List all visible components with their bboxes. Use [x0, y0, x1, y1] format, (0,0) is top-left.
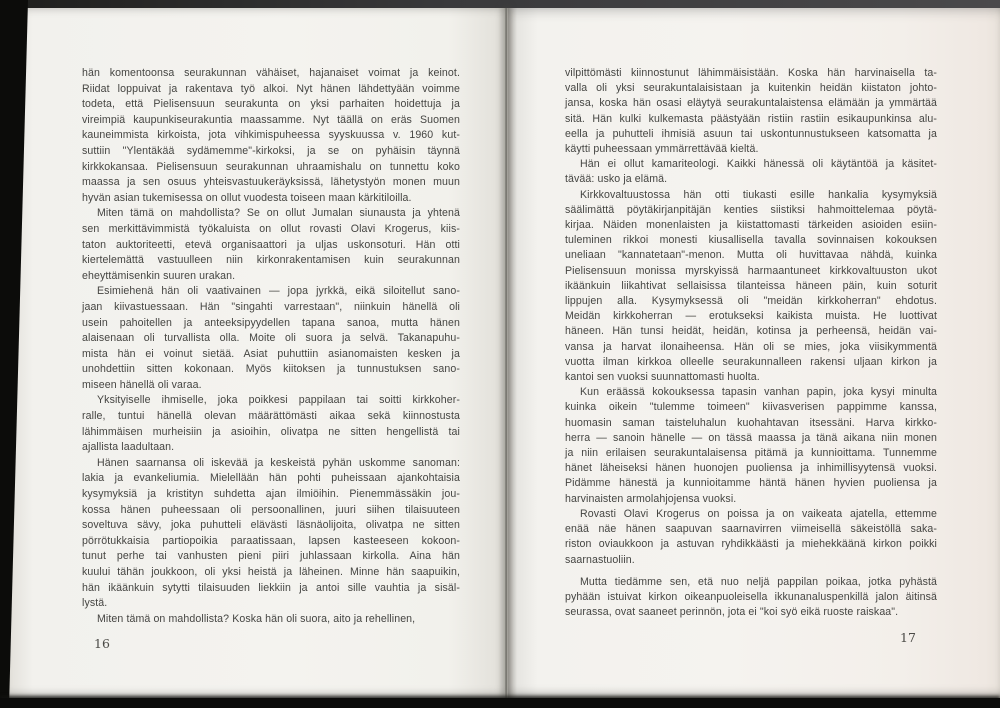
text-line: kantoi sen vuoksi suunnattomasti huolta.	[565, 371, 760, 384]
text-line: usein pahoitellen ja anteeksipyydellen tapana sanoa, mutta hänen	[82, 316, 460, 329]
left-page-number: 16	[94, 636, 110, 651]
text-line: vireimpiä kaupunkiseurakuntia maassamme. Nyt täällä on eräs Suomen	[82, 113, 460, 126]
text-line: kirkkokansaa. Pielisensuun seurakunnan uhraamishalu on tunnettu koko	[82, 160, 460, 173]
right-page	[508, 8, 1000, 698]
text-line: vilpittömästi kiinnostunut lähimmäisistään. Koska hän harvinaisella ta-	[565, 67, 937, 79]
text-line: vuotta ilman kirkkoa olleelle seurakunnalleen rakensi uljaan kirkon ja	[565, 355, 937, 368]
text-line: taton auktoriteetti, etevä organisaattori ja uljas uskonsoturi. Hän otti	[82, 238, 460, 251]
text-line: eheyttämisenkin suuren urakan.	[82, 269, 236, 282]
text-line: Kirkkovaltuustossa hän otti tiukasti esille hankalia kysymyksiä	[580, 188, 937, 201]
text-line: Miten tämä on mahdollista? Se on ollut Jumalan siunausta ja yhtenä	[97, 207, 460, 220]
text-line: Meidän kirkkoherran — erotukseksi kaikista muista. He luottivat	[565, 310, 937, 323]
text-line: jansa, koska hän osasi eläytyä seurakuntalaistensa elämään ja ymmärtää	[565, 97, 937, 110]
text-line: valla oli yksi seurakuntalaisistaan ja kuitenkin heidän kiistaton johto-	[565, 82, 937, 95]
text-line: Yksityiselle ihmiselle, joka poikkesi pappilaan tai soitti kirkkoher-	[97, 394, 460, 407]
text-line: jaan kiivastuessaan. Hän "singahti varrestaan", niinkuin hänellä oli	[82, 300, 460, 313]
text-line: säälimättä pöytäkirjanpitäjän kenties siistiksi hahmoittelemaa pöytä-	[565, 203, 937, 216]
text-line: kirjaa. Näiden monenlaisten ja kiistattomasti tärkeiden asioiden esiin-	[565, 219, 937, 232]
text-line: Hänen saarnansa oli iskevää ja keskeistä pyhän uskomme sanoman:	[97, 456, 460, 469]
right-page-text-block	[565, 66, 937, 620]
text-line: hänet läheiseksi hänen huonojen puoliensa ja inhimillisyytensä vuoksi.	[565, 462, 937, 475]
text-line: ja niin erilaisen seurakuntalaisensa pitämä ja kunnioittama. Tunnemme	[565, 447, 937, 460]
text-line: pyhään istuivat kirkon oikeanpuoleisella ikkunanaluspenkillä jalon äitinsä	[565, 590, 937, 603]
text-line: hyvän asian tukemisessa on ollut vuodesta toiseen maan kärkitiloilla.	[82, 191, 412, 204]
text-line: seurassa, ovat saaneet perinnön, jota ei "koi syö eikä ruoste raiskaa".	[565, 606, 899, 619]
text-line: ralle, tuntui hänellä olevan määrättömästi aikaa sekä kiinnostusta	[82, 410, 460, 423]
book-spine-gutter	[504, 8, 508, 698]
right-page-number: 17	[900, 630, 916, 645]
text-line: eella ja puhutteli ihmisiä asuun tai uskontunnustukseen katsomatta ja	[565, 127, 937, 140]
text-line: ajallista laadultaan.	[82, 441, 175, 454]
paragraph	[565, 66, 937, 157]
book-top-edge-shadow	[0, 0, 1000, 8]
text-line: kossa hänen puheessaan oli persoonallinen, juuri siihen tilaisuuteen	[82, 503, 460, 516]
text-line: riston oviaukkoon ja astuvan ryhdikkäästi ja miehekkäänä kirkon poikki	[565, 538, 937, 551]
text-line: kauneimmista kirkoista, jota vihkimispuheessa syyskuussa v. 1960 kut-	[82, 129, 460, 142]
text-line: kiertelemättä vastuulleen niin kirkonrakentamisen kuin seurakunnan	[82, 254, 460, 267]
text-line: lystä.	[82, 597, 108, 610]
paragraph	[82, 284, 460, 393]
text-line: mista hän ei voinut sietää. Asiat puhuttiin asianomaisten kesken ja	[82, 347, 460, 360]
text-line: tävää: usko ja elämä.	[565, 173, 668, 186]
left-page	[8, 8, 508, 698]
left-page-text-block	[82, 66, 460, 627]
text-line: kuului tähän joukkoon, oli yksi heistä ja läheinen. Minne hän saapuikin,	[82, 566, 460, 578]
text-line: kysymyksiä ja kristityn suhdetta ajan ilmiöihin. Pienemmässäkin jou-	[82, 488, 460, 501]
text-line: todeta, että Pielisensuun seurakunta on yksi parhaiten hoidettuja ja	[82, 98, 460, 111]
text-line: Kun eräässä kokouksessa tapasin vanhan papin, joka kysyi minulta	[580, 386, 937, 399]
text-line: miseen hänellä oli varaa.	[82, 378, 202, 391]
paragraph	[565, 188, 937, 386]
text-line: Esimiehenä hän oli vaativainen — jopa jyrkkä, eikä siloitellut sano-	[97, 285, 460, 298]
text-line: lakia ja evankeliumia. Mielellään hän pohti puheissaan ajankohtaisia	[82, 472, 460, 485]
text-line: soveltuva sävy, joka puhutteli elävästi läsnäolijoita, olivatpa ne sitten	[82, 519, 460, 532]
text-line: sen merkittävimmistä työkaluista on ollut rovasti Olavi Krogerus, kiis-	[82, 222, 460, 235]
text-line: maassa ja sen osuus yhteisvastuukeräyksissä, lähetystyön monen muun	[82, 176, 460, 189]
text-line: vansa ja harvat ilonaiheensa. Hän oli se mies, joka viisikymmentä	[565, 340, 937, 353]
text-line: Rovasti Olavi Krogerus on poissa ja on vaikeata ajatella, ettemme	[580, 507, 937, 520]
text-line: huomasin saman taisteluhalun kuohahtavan itsessäni. Harva kirkko-	[565, 416, 937, 429]
text-line: Mutta tiedämme sen, etä nuo neljä pappilan poikaa, jotka pyhästä	[580, 575, 937, 588]
text-line: alaisenaan oli turvallista olla. Moite oli suora ja selvä. Takanapuhu-	[82, 332, 460, 345]
text-line: Pidämme hänestä ja kunnioitamme häntä hänen hyvien puoliensa ja	[565, 477, 937, 490]
paragraph	[565, 157, 937, 187]
text-line: hän ikäänkuin sytytti tilaisuuden liekkiin ja antoi sille vauhtia ja sisäl-	[82, 581, 460, 594]
text-line: uneliaan "kannatetaan"-menon. Mutta oli huvittavaa nähdä, kuinka	[565, 249, 937, 262]
text-line: lähimmäisen murheisiin ja asioihin, olivatpa ne sitten hengellistä tai	[82, 425, 460, 438]
text-line: enää näe hänen saapuvan saarnavirren viimeisellä säkeistöllä saka-	[565, 523, 937, 536]
paragraph	[82, 393, 460, 455]
text-line: pörrötukkaisia partiopoikia paraatissaan, lapsen kasteeseen kokoon-	[82, 534, 460, 547]
text-line: suttiin "Ylentäkää sydämemme"-kirkoksi, ja se on pyhäisin täynnä	[82, 144, 460, 157]
text-line: tunut perhe tai vanhusten pieni piiri juhlassaan kirkolla. Aina hän	[82, 550, 460, 563]
text-line: hän komentoonsa seurakunnan vähäiset, hajanaiset voimat ja keinot.	[82, 67, 460, 79]
paragraph	[565, 385, 937, 507]
text-line: kuinka oikein "tulemme toimeen" kiivasverisen pappimme kanssa,	[565, 401, 937, 414]
text-line: Pielisensuun monissa myrskyissä harmaantuneet kirkkovaltuuston ukot	[565, 264, 937, 277]
text-line: käytti puheessaan ymmärrettävää kieltä.	[565, 143, 759, 156]
text-line: lippujen alla. Kysymyksessä oli "meidän kirkkoherran" ehdotus.	[565, 295, 937, 308]
paragraph	[82, 612, 460, 628]
paragraph	[565, 507, 937, 568]
text-line: harvinaisten armolahjojensa vuoksi.	[565, 492, 737, 505]
text-line: saarnastuoliin.	[565, 553, 635, 566]
text-line: tuleminen rikkoi monesti kiusallisella tavalla sovinnaisen kokouksen	[565, 234, 937, 247]
text-line: herra — sanoin hänelle — on tässä maassa ja tänä aikana niin monen	[565, 431, 937, 444]
paragraph	[82, 206, 460, 284]
paragraph	[82, 66, 460, 206]
text-line: unohdettiin sitten kokonaan. Myös kiitoksen ja tunnustuksen sano-	[82, 363, 460, 376]
text-line: Miten tämä on mahdollista? Koska hän oli suora, aito ja rehellinen,	[97, 612, 416, 625]
text-line: häneen. Hän tunsi heidät, heidän, kotinsa ja perheensä, heidän vai-	[565, 325, 937, 338]
book-bottom-edge-shadow	[0, 698, 1000, 708]
text-line: Riidat loppuivat ja rakentava työ alkoi. Nyt hänen lähdettyään voimme	[82, 82, 460, 95]
text-line: sitä. Hän kulki kulkemasta päästyään ristiin rastiin esikaupunkinsa alu-	[565, 112, 937, 125]
paragraph	[82, 456, 460, 612]
paragraph	[565, 575, 937, 621]
text-line: ikäänkuin liikahtivat sellaisissa tilanteissa häneen päin, kuin soturit	[565, 279, 937, 292]
text-line: Hän ei ollut kamariteologi. Kaikki hänessä oli käytäntöä ja käsitet-	[580, 158, 937, 171]
